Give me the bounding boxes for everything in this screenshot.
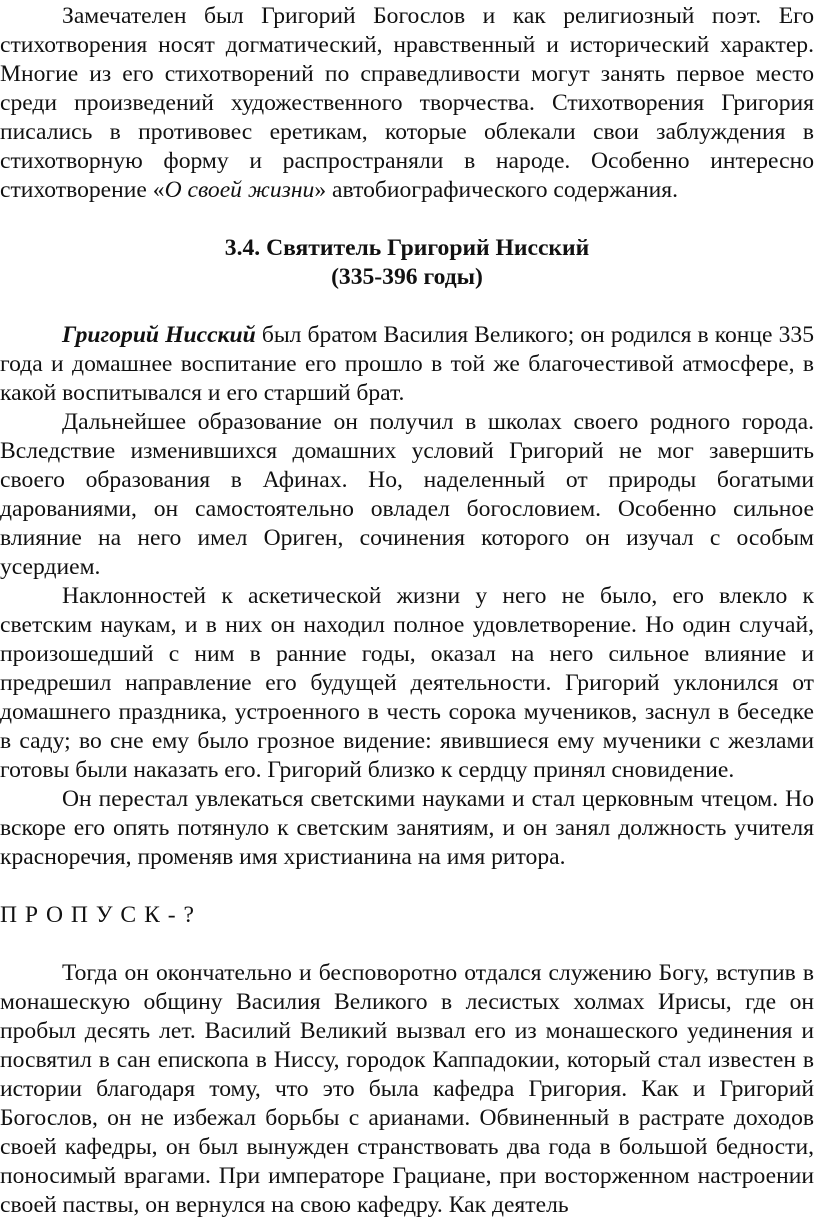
spacer xyxy=(0,930,814,959)
spacer xyxy=(0,292,814,321)
intro-text-after: » автобиографического содержания. xyxy=(314,177,679,203)
spacer xyxy=(0,205,814,234)
section-heading-years: (335-396 годы) xyxy=(331,264,483,290)
paragraph-1-lead: Григорий Нисский xyxy=(62,322,256,348)
final-paragraph: Тогда он окончательно и бесповоротно отдался служению Богу, вступив в монашескую общину Василия Великого в лесистых холмах Ирисы, где он пробыл десять лет. Василий Великий вызвал его из монашеского уединения и посвятил в сан епископа в Ниссу, городок Каппадокии, который стал известен в истории благодаря тому, что это была кафедра Григория. Как и Григорий Богослов, он не избежал борьбы с арианами. Обвиненный в растрате доходов своей кафедры, он был вынужден странствовать два года в большой бедности, поносимый врагами. При императоре Грациане, при восторженном настроении своей паствы, он вернулся на свою кафедру. Как деятель xyxy=(0,960,814,1218)
skip-marker: П Р О П У С К - ? xyxy=(0,902,195,928)
paragraph-2: Дальнейшее образование он получил в школах своего родного города. Вследствие изменившихся домашних условий Григорий не мог завершить своего образования в Афинах. Но, наделенный от природы богатыми дарованиями, он самостоятельно овладел богословием. Особенно сильное влияние на него имел Ориген, сочинения которого он изучал с особым усердием. xyxy=(0,409,814,580)
section-heading: 3.4. Святитель Григорий Нисский xyxy=(224,235,590,261)
paragraph-4: Он перестал увлекаться светскими науками и стал церковным чтецом. Но вскоре его опять потянуло к светским занятиям, и он занял должность учителя красноречия, променяв имя христианина на имя ритора. xyxy=(0,786,814,870)
poem-title: О своей жизни xyxy=(164,177,315,203)
paragraph-1 xyxy=(0,321,814,408)
paragraph-1-text: был братом Василия Великого; он родился в конце 335 года и домашнее воспитание его прошло в той же благочестивой атмосфере, в какой воспитывался и его старший брат. xyxy=(0,322,814,406)
spacer xyxy=(0,872,814,901)
intro-paragraph xyxy=(0,2,814,205)
paragraph-3: Наклонностей к аскетической жизни у него не было, его влекло к светским наукам, и в них он находил полное удовлетворение. Но один случай, произошедший с ним в ранние годы, оказал на него сильное влияние и предрешил направление его будущей деятельности. Григорий уклонился от домашнего праздника, устроенного в честь сорока мучеников, заснул в беседке в саду; во сне ему было грозное видение: явившиеся ему мученики с жезлами готовы были наказать его. Григорий близко к сердцу принял сновидение. xyxy=(0,583,814,783)
intro-text-before: Замечателен был Григорий Богослов и как религиозный поэт. Его стихотворения носят догматический, нравственный и исторический характер. Многие из его стихотворений по справедливости могут занять первое место среди произведений художественного творчества. Стихотворения Григория писались в противовес еретикам, которые облекали свои заблуждения в стихотворную форму и распространяли в народе. Особенно интересно стихотворение « xyxy=(0,3,814,203)
